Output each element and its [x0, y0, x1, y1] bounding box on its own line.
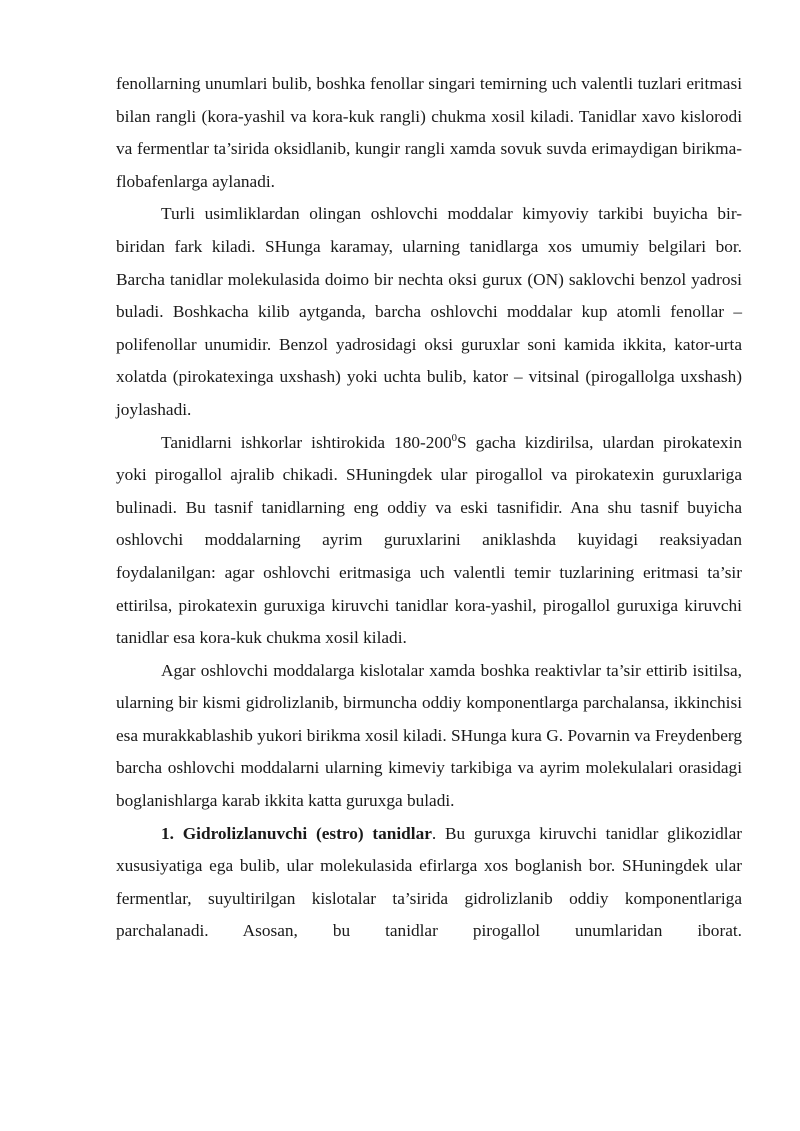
paragraph-4: Agar oshlovchi moddalarga kislotalar xamda boshka reaktivlar ta’sir ettirib isitilsa, ularning bir kismi gidrolizlanib, birmuncha oddiy komponentlarga parchalansa, ikkinchisi esa murakkablashib yukori birikma xosil kiladi. SHunga kura G. Povarnin va Freydenberg barcha oshlovchi moddalarni ularning kimeviy tarkibiga va ayrim molekulalari orasidagi boglanishlarga karab ikkita katta guruxga buladi.: [116, 660, 742, 811]
paragraph-1: fenollarning unumlari bulib, boshka fenollar singari temirning uch valentli tuzlari eritmasi bilan rangli (kora-yashil va kora-kuk rangli) chukma xosil kiladi. Tanidlar xavo kislorodi va fermentlar ta’sirida oksidlanib, kungir rangli xamda sovuk suvda erimaydigan birikma-flobafenlarga aylanadi.: [116, 74, 742, 191]
paragraph-5-text: . Bu guruxga kiruvchi tanidlar glikozidlar xususiyatiga ega bulib, ular molekulasida efirlarga xos boglanish bor. SHuningdek ular fermentlar, suyultirilgan kislotalar ta’sirida gidrolizlanib oddiy komponentlariga parchalanadi. Asosan, bu tanidlar pirogallol unumlaridan iborat.: [116, 823, 743, 941]
paragraph-3-text-end: S gacha kizdirilsa, ulardan pirokatexin yoki pirogallol ajralib chikadi. SHuningdek ular pirogallol va pirokatexin guruxlariga bulinadi. Bu tasnif tanidlarning eng oddiy va eski tasnifidir. Ana shu tasnif buyicha oshlovchi moddalarning ayrim guruxlarini aniklashda kuyidagi reaksiyadan foydalanilgan: agar oshlovchi eritmasiga uch valentli temir tuzlarining eritmasi ta’sir ettirilsa, pirokatexin guruxiga kiruvchi tanidlar kora-yashil, pirogallol guruxiga kiruvchi tanidlar esa kora-kuk chukma xosil kiladi.: [116, 432, 742, 648]
paragraph-5: [116, 818, 742, 948]
paragraph-3: [116, 427, 742, 655]
document-page: [116, 68, 742, 948]
paragraph-3-text-start: Tanidlarni ishkorlar ishtirokida 180-200: [161, 432, 452, 452]
degree-superscript: 0: [451, 431, 458, 444]
section-heading-hydrolyzable-tannins: 1. Gidrolizlanuvchi (estro) tanidlar: [161, 823, 432, 843]
paragraph-2: Turli usimliklardan olingan oshlovchi moddalar kimyoviy tarkibi buyicha bir-biridan fark kiladi. SHunga karamay, ularning tanidlarga xos umumiy belgilari bor. Barcha tanidlar molekulasida doimo bir nechta oksi gurux (ON) saklovchi benzol yadrosi buladi. Boshkacha kilib aytganda, barcha oshlovchi moddalar kup atomli fenollar – polifenollar unumidir. Benzol yadrosidagi oksi guruxlar soni kamida ikkita, kator-urta xolatda (pirokatexinga uxshash) yoki uchta bulib, kator – vitsinal (pirogallolga uxshash) joylashadi.: [116, 204, 742, 419]
